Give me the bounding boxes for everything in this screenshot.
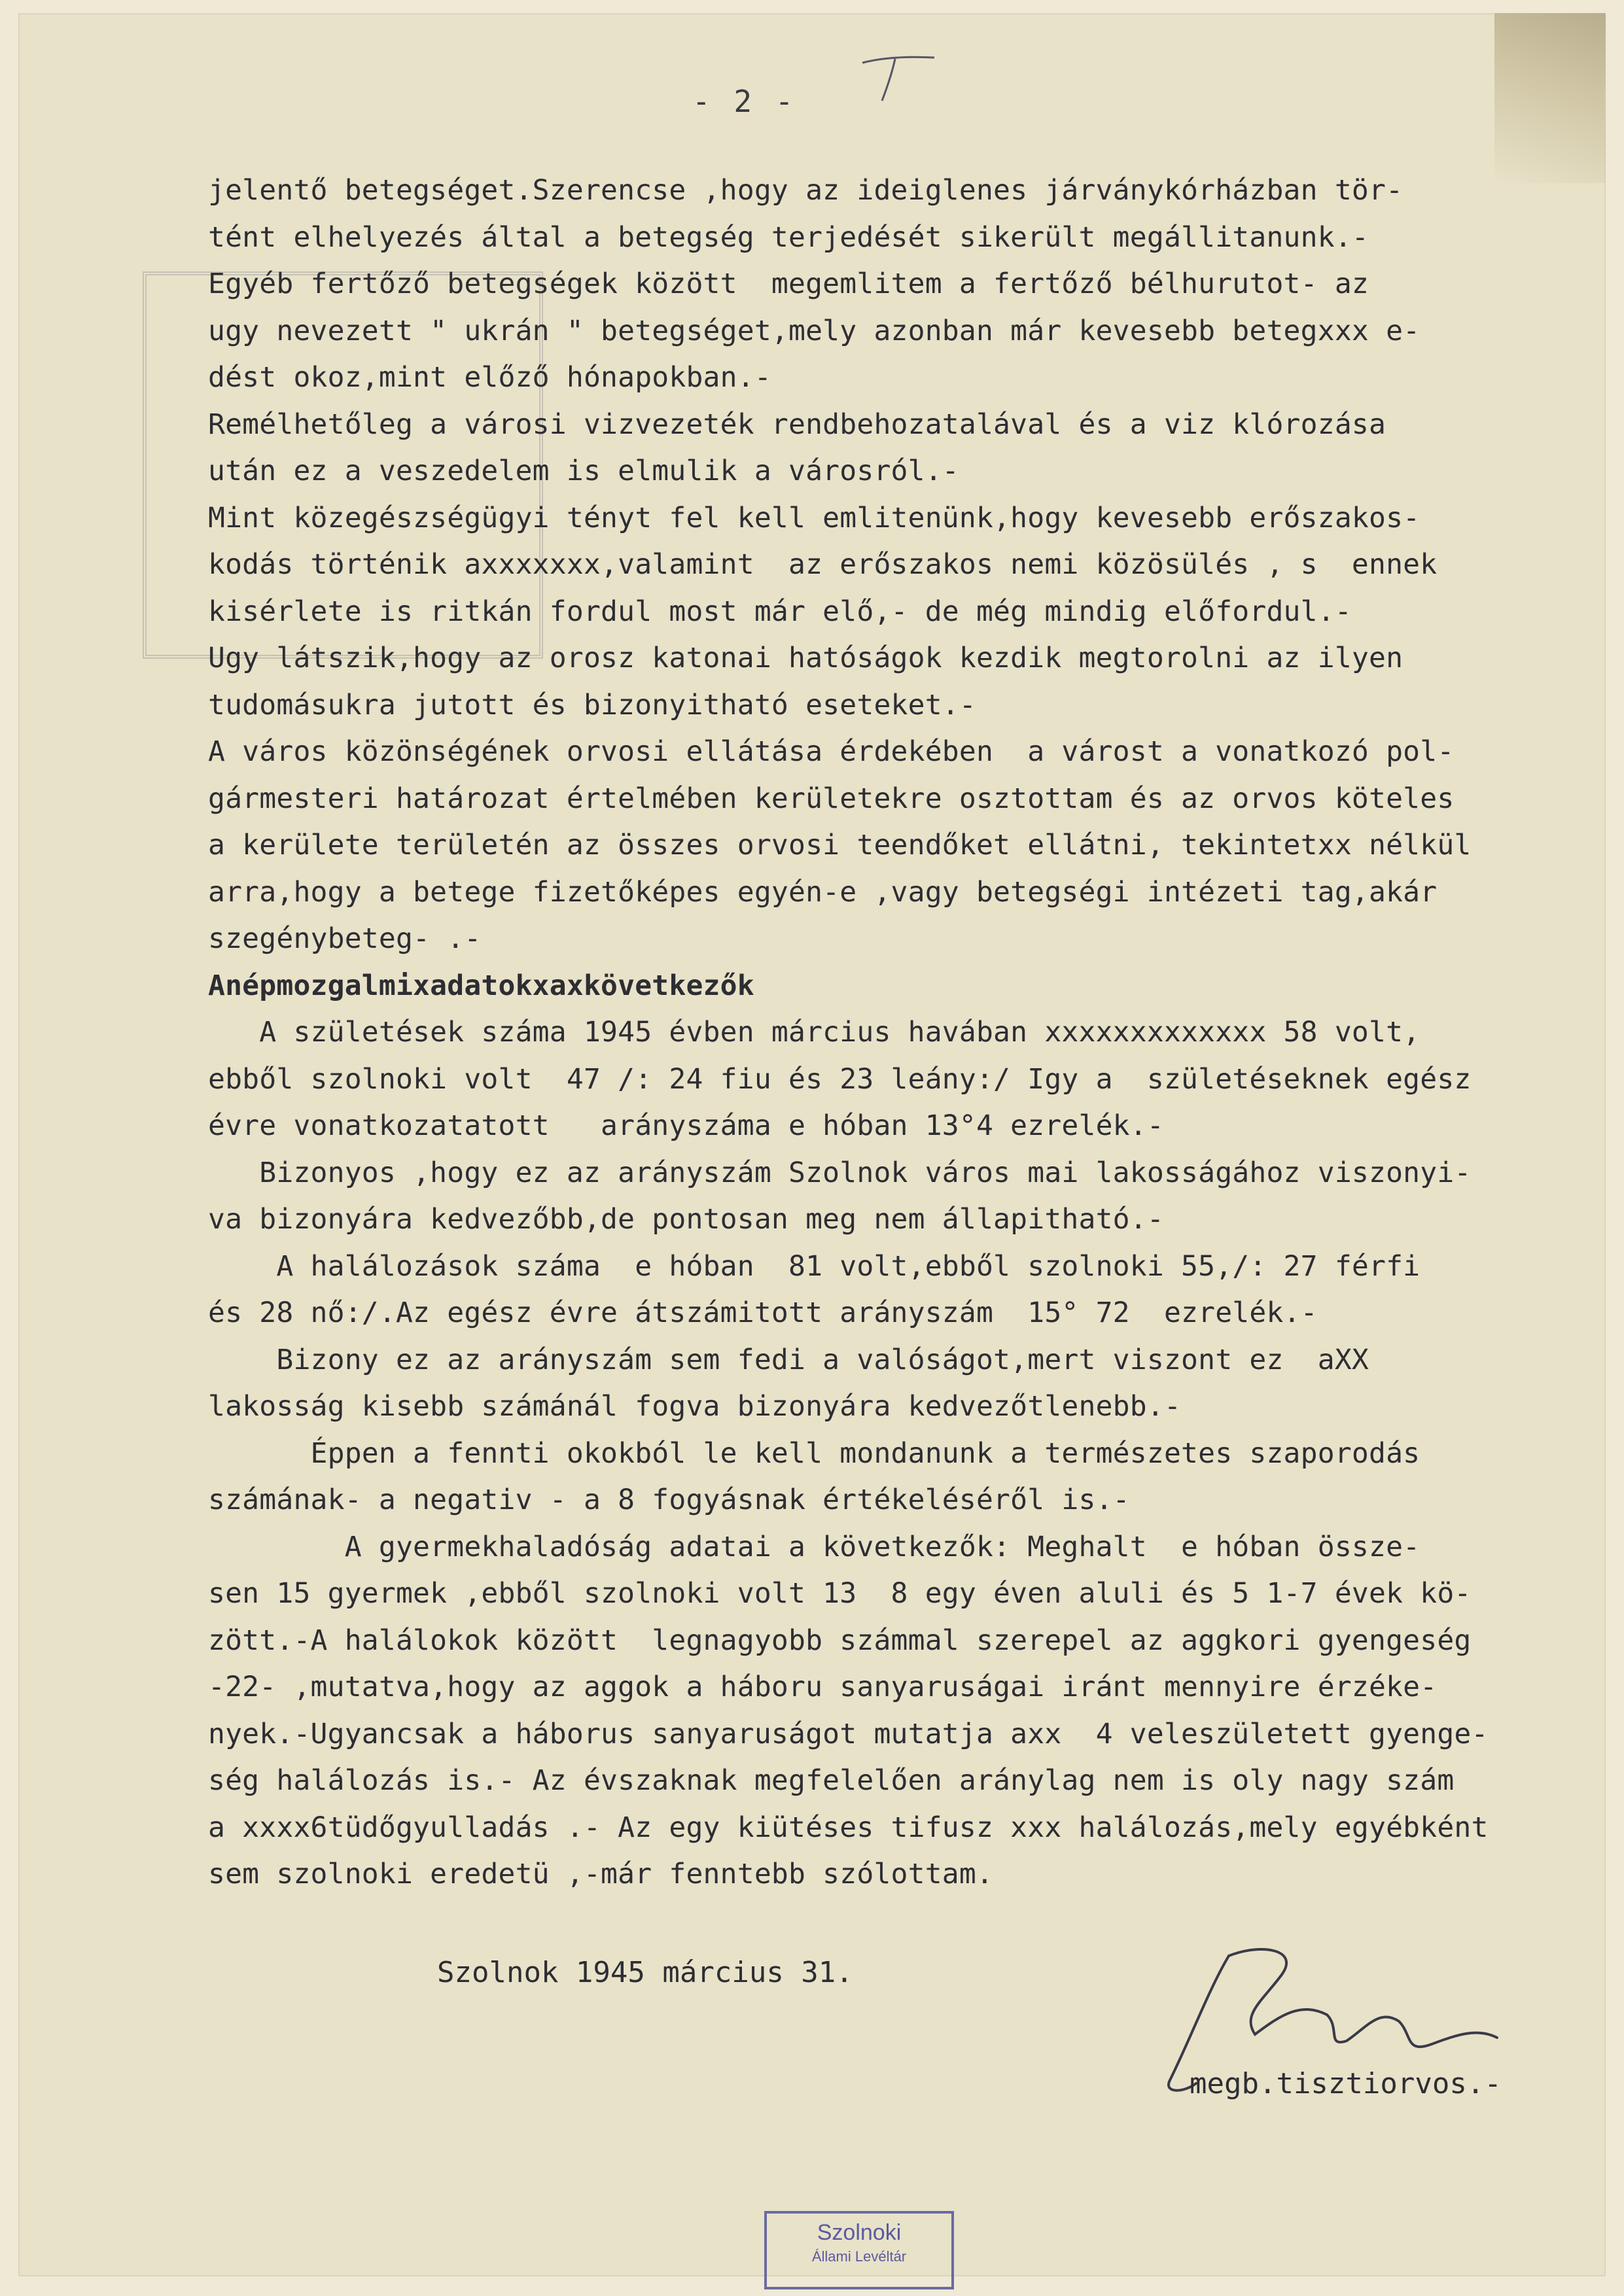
text-line: Mint közegészségügyi tényt fel kell emlitenünk,hogy kevesebb erőszakos- [208, 501, 1421, 534]
text-line: a xxxx6tüdőgyulladás .- Az egy kiütéses tifusz xxx halálozás,mely egyébként [208, 1811, 1489, 1844]
text-line: után ez a veszedelem is elmulik a városról.- [208, 455, 959, 487]
text-line: Ugy látszik,hogy az orosz katonai hatóságok kezdik megtorolni az ilyen [208, 642, 1403, 674]
text-line: számának- a negativ - a 8 fogyásnak értékeléséről is.- [208, 1484, 1130, 1516]
text-line: gármesteri határozat értelmében kerületekre osztottam és az orvos köteles [208, 782, 1455, 815]
text-line: ség halálozás is.- Az évszaknak megfelelően aránylag nem is oly nagy szám [208, 1764, 1455, 1797]
body-text [208, 167, 1621, 1898]
text-line: jelentő betegséget.Szerencse ,hogy az ideiglenes járványkórházban tör- [208, 174, 1403, 207]
archive-stamp-sub: Állami Levéltár [811, 2248, 907, 2265]
text-line: zött.-A halálokok között legnagyobb számmal szerepel az aggkori gyengeség [208, 1624, 1472, 1657]
text-line: és 28 nő:/.Az egész évre átszámitott arányszám 15° 72 ezrelék.- [208, 1296, 1318, 1329]
folio-handwritten-mark [856, 44, 941, 103]
text-line: A gyermekhaladóság adatai a következők: Meghalt e hóban össze- [208, 1530, 1421, 1563]
archive-stamp-name: Szolnoki [817, 2220, 902, 2245]
text-line: arra,hogy a betege fizetőképes egyén-e ,vagy betegségi intézeti tag,akár [208, 875, 1438, 909]
text-line: va bizonyára kedvezőbb,de pontosan meg nem állapitható.- [208, 1203, 1164, 1236]
text-line: kisérlete is ritkán fordul most már elő,- de még mindig előfordul.- [208, 595, 1352, 628]
signatory-title: megb.tisztiorvos.- [1190, 2067, 1502, 2100]
text-line: lakosság kisebb számánál fogva bizonyára kedvezőtlenebb.- [208, 1390, 1182, 1423]
text-line: dést okoz,mint előző hónapokban.- [208, 361, 771, 394]
text-line: Bizony ez az arányszám sem fedi a valóságot,mert viszont ez aXX [208, 1343, 1369, 1376]
text-line: Éppen a fennti okokból le kell mondanunk a természetes szaporodás [208, 1436, 1421, 1470]
text-line: ebből szolnoki volt 47 /: 24 fiu és 23 leány:/ Igy a születéseknek egész [208, 1062, 1472, 1096]
page-number: - 2 - [692, 84, 796, 119]
closing-date: Szolnok 1945 március 31. [437, 1956, 853, 1989]
text-line: A halálozások száma e hóban 81 volt,ebből szolnoki 55,/: 27 férfi [208, 1249, 1421, 1283]
text-line: tént elhelyezés által a betegség terjedését sikerült megállitanunk.- [208, 220, 1369, 254]
text-line: a kerülete területén az összes orvosi teendőket ellátni, tekintetxx nélkül [208, 829, 1472, 861]
text-line: -22- ,mutatva,hogy az aggok a háboru sanyaruságai iránt mennyire érzéke- [208, 1671, 1438, 1703]
text-line: évre vonatkozatatott arányszáma e hóban 13°4 ezrelék.- [208, 1109, 1164, 1142]
text-line: tudomásukra jutott és bizonyitható eseteket.- [208, 688, 976, 722]
page-corner-shadow [1494, 13, 1606, 183]
text-line: szegénybeteg- .- [208, 922, 482, 955]
text-line-struck: Anépmozgalmixadatokxaxkövetkezők [208, 969, 754, 1002]
text-line: sem szolnoki eredetü ,-már fenntebb szólottam. [208, 1858, 994, 1890]
text-line: nyek.-Ugyancsak a háborus sanyaruságot mutatja axx 4 veleszületett gyenge- [208, 1717, 1489, 1750]
text-line: kodás történik axxxxxxx,valamint az erőszakos nemi közösülés , s ennek [208, 548, 1438, 581]
text-line: Remélhetőleg a városi vizvezeték rendbehozatalával és a viz klórozása [208, 408, 1386, 441]
text-line: Egyéb fertőző betegségek között megemlitem a fertőző bélhurutot- az [208, 268, 1369, 300]
archive-stamp [764, 2211, 954, 2289]
text-line: sen 15 gyermek ,ebből szolnoki volt 13 8 egy éven aluli és 5 1-7 évek kö- [208, 1577, 1472, 1610]
text-line: A születések száma 1945 évben március havában xxxxxxxxxxxxx 58 volt, [208, 1016, 1421, 1049]
document-page [18, 13, 1606, 2276]
text-line: ugy nevezett " ukrán " betegséget,mely azonban már kevesebb betegxxx e- [208, 314, 1421, 347]
text-line: Bizonyos ,hogy ez az arányszám Szolnok város mai lakosságához viszonyi- [208, 1156, 1472, 1189]
text-line: A város közönségének orvosi ellátása érdekében a várost a vonatkozó pol- [208, 735, 1455, 768]
